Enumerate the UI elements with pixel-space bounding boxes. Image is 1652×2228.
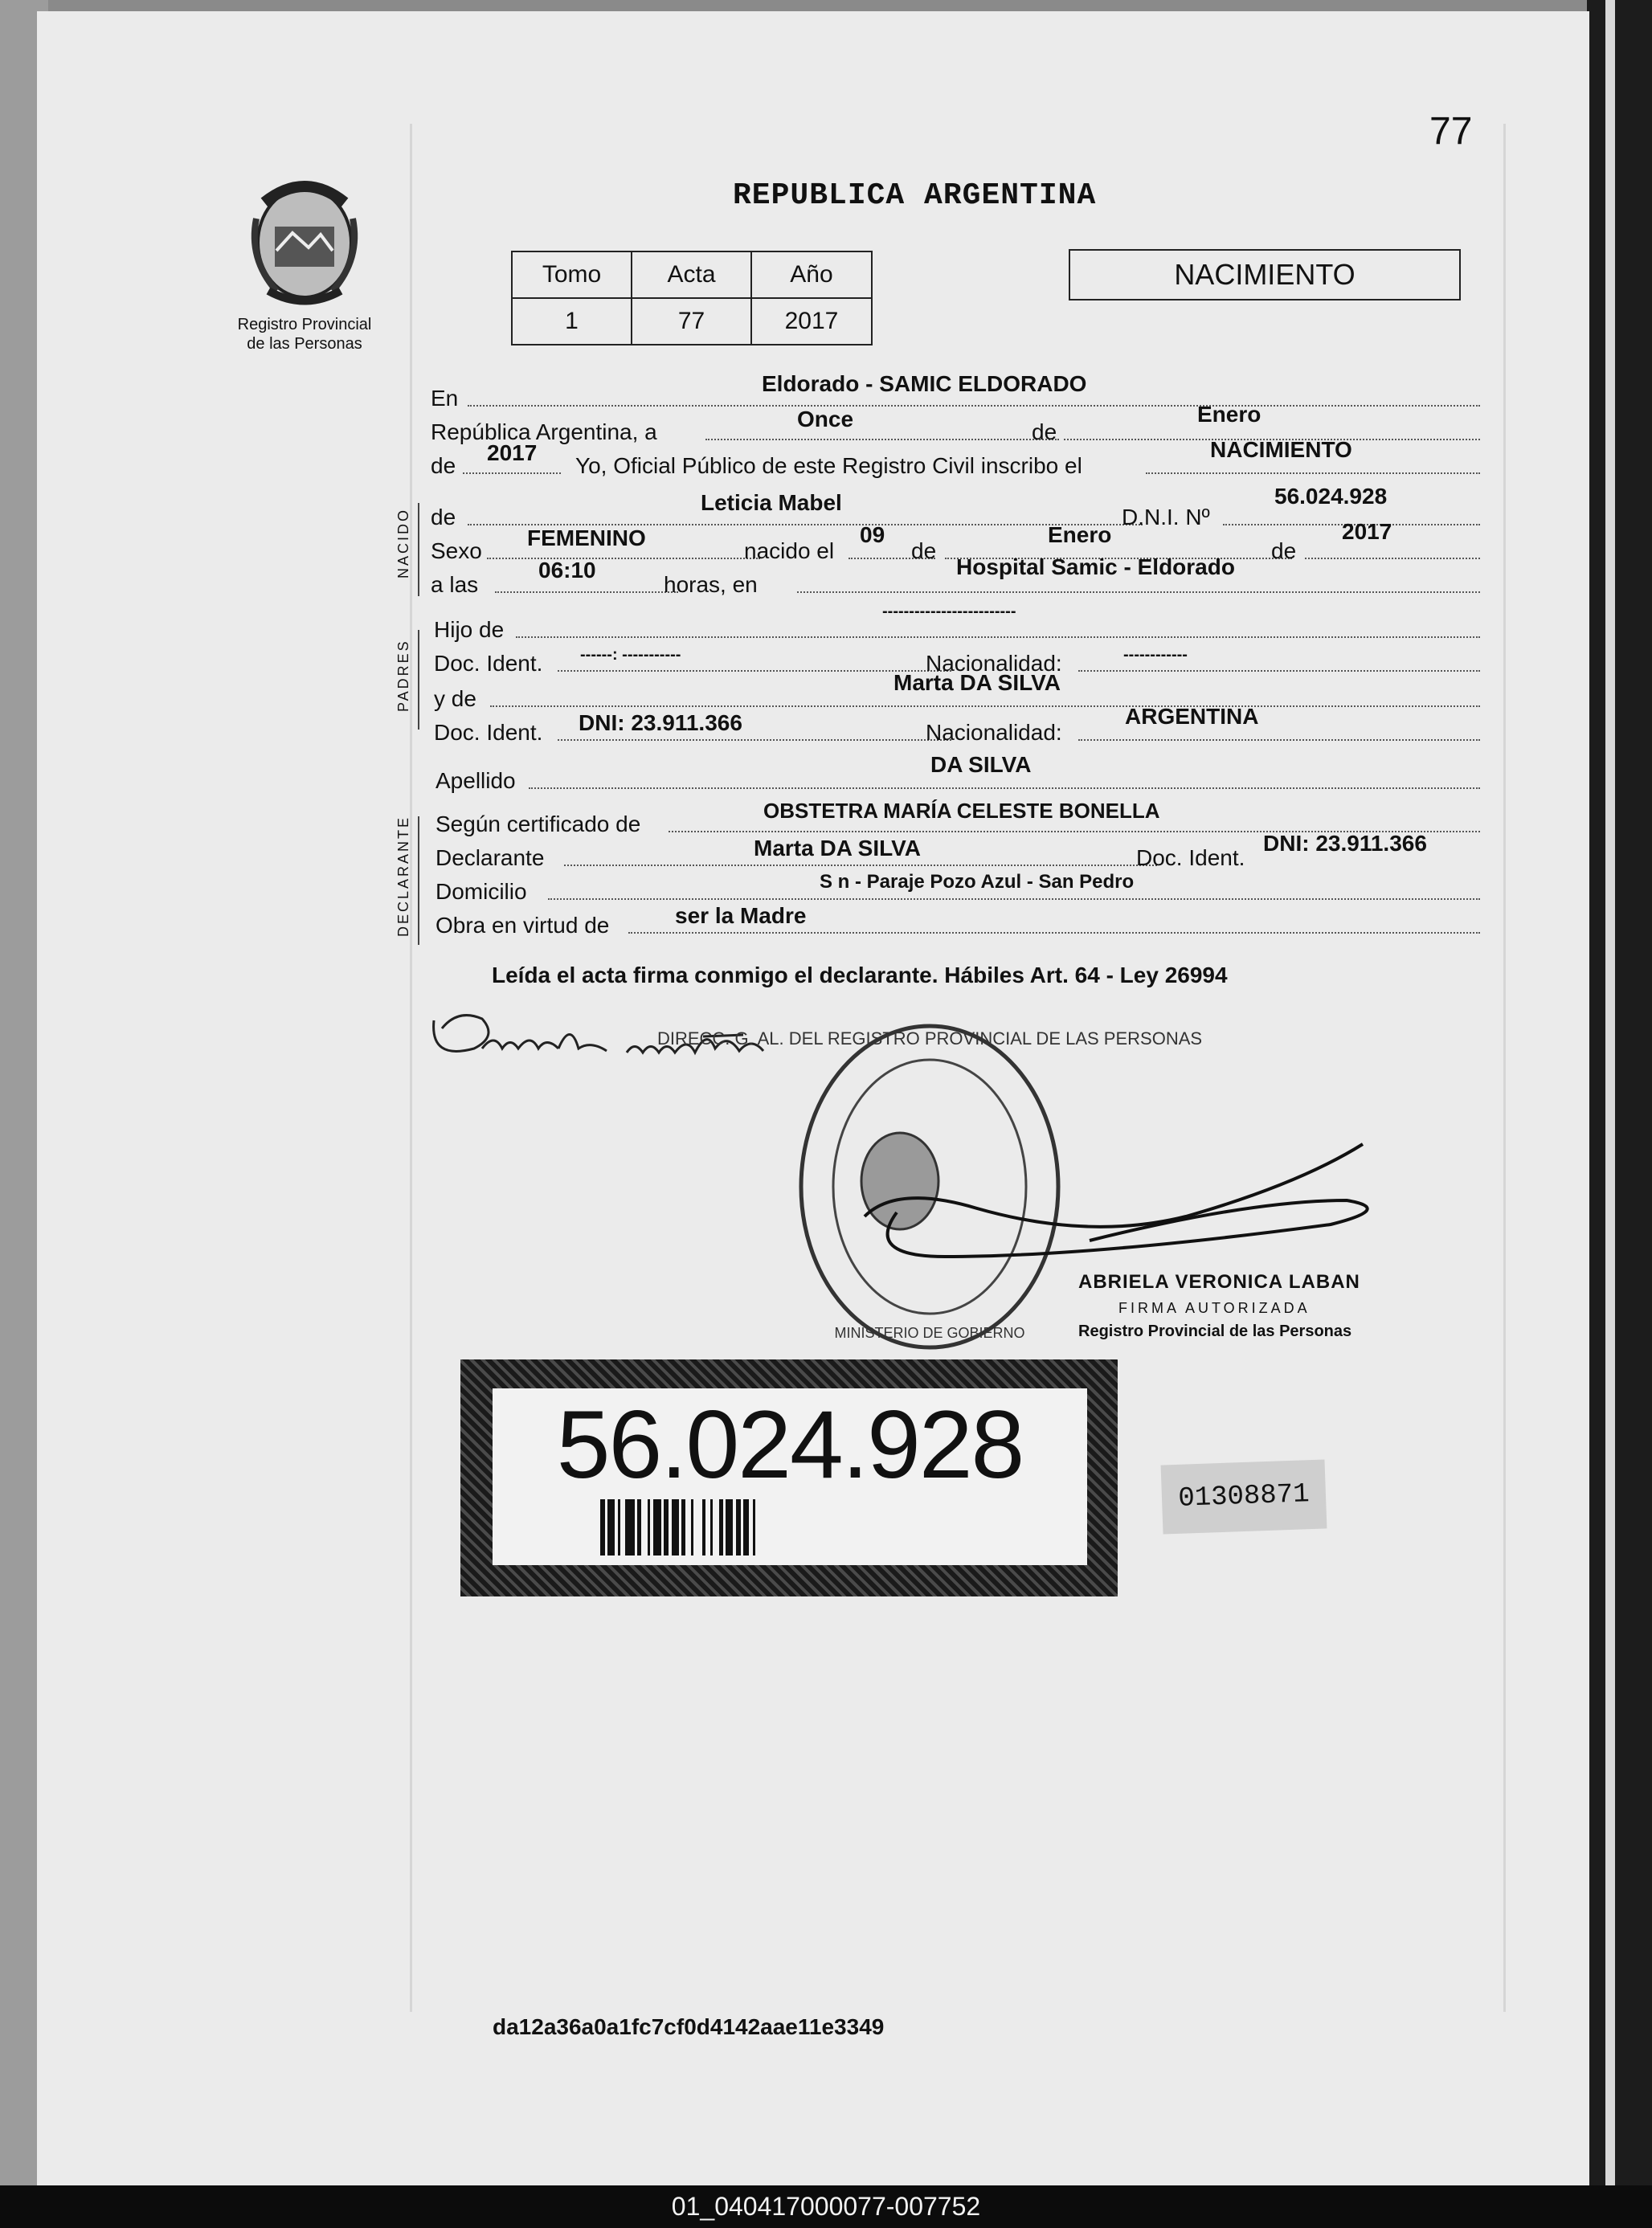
document-hash: da12a36a0a1fc7cf0d4142aae11e3349 [493, 2014, 885, 2039]
mother-name-value: Marta DA SILVA [893, 670, 1061, 695]
declarante-name-value: Marta DA SILVA [754, 836, 921, 861]
reference-header-acta: Acta [632, 251, 751, 298]
misiones-crest-icon [244, 170, 365, 311]
reference-table [511, 251, 873, 345]
birth-month-value: Enero [1048, 522, 1112, 547]
month-value: Enero [1197, 402, 1261, 427]
section-label-declarante: DECLARANTE [395, 815, 411, 937]
child-name-value: Leticia Mabel [701, 490, 842, 515]
stamp-text: DIRECC. G. AL. DEL REGISTRO PROVINCIAL DE LAS PERSONAS [656, 1028, 1203, 1049]
dotted-line [564, 865, 1157, 866]
nacionalidad-label: Nacionalidad: [926, 720, 1062, 745]
de-label: de [1032, 419, 1057, 444]
dni-sticker-label [493, 1388, 1087, 1565]
en-label: En [431, 386, 459, 411]
child-dni-value: 56.024.928 [1274, 484, 1388, 509]
republic-label: República Argentina, a [431, 419, 657, 444]
barcode-bar [702, 1499, 705, 1556]
certificate-page [37, 11, 1589, 2189]
registry-label [220, 315, 389, 354]
declarante-doc-value: DNI: 23.911.366 [1263, 831, 1427, 856]
barcode-bar [664, 1499, 669, 1556]
nacido-de-label: de [431, 505, 456, 529]
stamp-inner-text: MINISTERIO DE GOBIERNO [834, 1325, 1025, 1341]
doc-ident-label: Doc. Ident. [434, 651, 543, 676]
dotted-line [487, 558, 760, 559]
dotted-line [558, 739, 951, 741]
registry-label-line2: de las Personas [247, 335, 362, 353]
page-number: 77 [1429, 110, 1473, 153]
de-label: de [1271, 538, 1297, 563]
father-name-value: ------------------------- [882, 603, 1016, 620]
hora-value: 06:10 [538, 558, 596, 583]
dotted-line [1146, 472, 1480, 474]
birth-day-value: 09 [860, 522, 885, 547]
barcode-bar [736, 1499, 741, 1556]
dotted-line [548, 898, 1480, 900]
barcode-bar [625, 1499, 635, 1556]
barcode-bar [691, 1499, 693, 1556]
father-nationality-value: ------------ [1123, 646, 1188, 664]
authorized-name: ABRIELA VERONICA LABAN [1078, 1271, 1360, 1293]
dotted-line [797, 591, 1480, 593]
dotted-line [1305, 558, 1480, 559]
section-bracket-padres [418, 630, 419, 730]
section-label-padres: PADRES [395, 639, 411, 712]
dotted-line [1078, 739, 1480, 741]
day-value: Once [797, 407, 854, 431]
doc-ident-label: Doc. Ident. [1136, 845, 1245, 870]
dni-sticker-number: 56.024.928 [556, 1391, 1024, 1498]
de2-label: de [431, 453, 456, 478]
virtud-value: ser la Madre [675, 903, 807, 928]
barcode-bar [743, 1499, 749, 1556]
dotted-line [1078, 670, 1480, 672]
nacionalidad-label: Nacionalidad: [926, 651, 1062, 676]
dni-sticker [460, 1359, 1118, 1596]
registry-label-line1: Registro Provincial [237, 316, 372, 333]
father-doc-value: ------: ----------- [580, 646, 681, 664]
dotted-line [529, 787, 1480, 789]
apellido-label: Apellido [435, 768, 516, 793]
scan-page-edge [1605, 0, 1615, 2185]
hora-label: a las [431, 572, 479, 597]
barcode-bar [726, 1499, 733, 1556]
officer-text: Yo, Oficial Público de este Registro Civil inscribo el [575, 453, 1082, 478]
dotted-line [463, 472, 561, 474]
mother-doc-value: DNI: 23.911.366 [579, 710, 742, 735]
barcode-bar [719, 1499, 723, 1556]
barcode-bar [607, 1499, 615, 1556]
birth-place-value: Hospital Samic - Eldorado [956, 554, 1235, 579]
obra-label: Obra en virtud de [435, 913, 610, 938]
closing-statement: Leída el acta firma conmigo el declarante. Hábiles Art. 64 - Ley 26994 [492, 963, 1228, 987]
nacido-el-label: nacido el [744, 538, 835, 563]
dotted-line [705, 439, 1059, 440]
horas-label: horas, en [664, 572, 758, 597]
dni-label: D.N.I. Nº [1122, 505, 1210, 529]
margin-line-right [1503, 124, 1506, 2012]
certificado-value: OBSTETRA MARÍA CELESTE BONELLA [763, 799, 1160, 823]
barcode-bar [600, 1499, 605, 1556]
birth-year-value: 2017 [1342, 519, 1392, 544]
reference-value-ano: 2017 [751, 298, 872, 345]
dotted-line [628, 932, 1480, 934]
section-bracket-declarante [418, 816, 419, 945]
barcode-bar [710, 1499, 713, 1556]
reference-table-value-row [512, 298, 872, 345]
barcode-bar [672, 1499, 679, 1556]
dotted-line [495, 591, 678, 593]
barcode-bar [637, 1499, 641, 1556]
barcode-bar [681, 1499, 685, 1556]
authorized-role: FIRMA AUTORIZADA [1118, 1300, 1311, 1316]
dotted-line [516, 636, 1480, 638]
registered-type-value: NACIMIENTO [1210, 437, 1352, 462]
sexo-label: Sexo [431, 538, 482, 563]
authorized-registry: Registro Provincial de las Personas [1078, 1322, 1352, 1340]
year-value: 2017 [487, 440, 538, 465]
y-de-label: y de [434, 686, 476, 711]
barcode-bar [648, 1499, 650, 1556]
declarante-label: Declarante [435, 845, 545, 870]
sexo-value: FEMENINO [527, 525, 646, 550]
domicilio-value: S n - Paraje Pozo Azul - San Pedro [820, 871, 1135, 893]
doc-ident-label: Doc. Ident. [434, 720, 543, 745]
barcode-icon [600, 1499, 986, 1556]
reference-value-acta: 77 [632, 298, 751, 345]
mother-nationality-value: ARGENTINA [1125, 704, 1259, 729]
dotted-line [468, 405, 1480, 407]
reference-table-header-row [512, 251, 872, 298]
section-label-nacido: NACIDO [395, 507, 411, 578]
barcode-bar [653, 1499, 661, 1556]
barcode-bar [618, 1499, 620, 1556]
dotted-line [490, 705, 1480, 707]
margin-line-left [410, 124, 412, 2012]
scan-background-right [1587, 0, 1652, 2185]
domicilio-label: Domicilio [435, 879, 527, 904]
certificado-label: Según certificado de [435, 811, 641, 836]
barcode-bar [753, 1499, 755, 1556]
authorized-signature-icon [848, 1136, 1395, 1281]
act-type-box: NACIMIENTO [1069, 249, 1461, 300]
apellido-value: DA SILVA [930, 752, 1032, 777]
section-bracket-nacido [418, 503, 419, 596]
footer-filename: 01_040417000077-007752 [0, 2185, 1652, 2228]
reference-header-ano: Año [751, 251, 872, 298]
reference-value-tomo: 1 [512, 298, 632, 345]
de-label: de [911, 538, 937, 563]
hijo-de-label: Hijo de [434, 617, 505, 642]
dotted-line [558, 670, 951, 672]
reference-header-tomo: Tomo [512, 251, 632, 298]
control-number: 01308871 [1161, 1459, 1327, 1534]
place-value: Eldorado - SAMIC ELDORADO [762, 371, 1087, 396]
country-title: REPUBLICA ARGENTINA [733, 178, 1097, 213]
